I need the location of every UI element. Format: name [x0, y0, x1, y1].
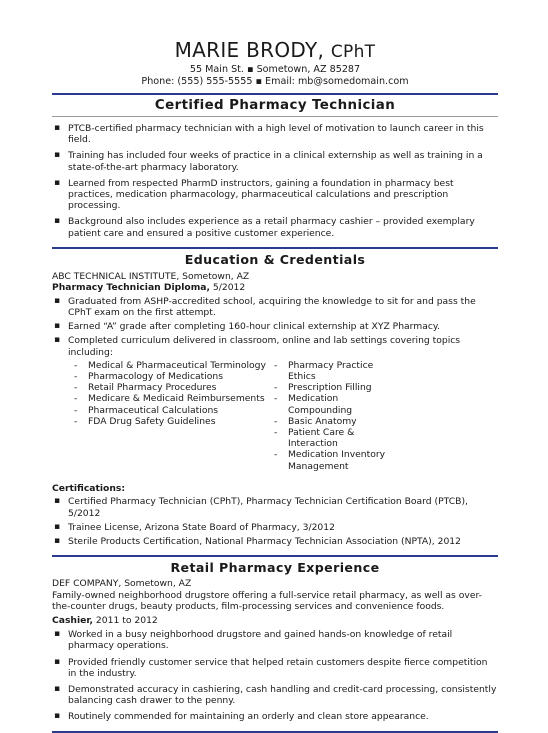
divider: [52, 731, 498, 733]
candidate-name: [52, 38, 498, 64]
role-line: [52, 615, 498, 627]
phone-email: Phone: (555) 555-5555 ▪ Email: mb@somedomain.com: [141, 76, 409, 87]
school-line: ABC TECHNICAL INSTITUTE, Sometown, AZ: [52, 270, 250, 282]
list-item: ▪ Routinely commended for maintaining an orderly and clean store appearance.: [52, 711, 498, 722]
certifications-heading: Certifications:: [52, 482, 126, 494]
topic-item: - Patient Care & Interaction: [274, 427, 394, 449]
list-item: ▪ Sterile Products Certification, National Pharmacy Technician Association (NPTA), 2012: [52, 536, 498, 547]
credential-text: CPhT: [330, 42, 376, 62]
topic-item: - Medication Compounding: [274, 393, 394, 415]
topic-item: - Medication Inventory Management: [274, 449, 394, 471]
topic-item: - FDA Drug Safety Guidelines: [74, 416, 274, 427]
divider: [52, 555, 498, 557]
list-item: ▪ Completed curriculum delivered in classroom, online and lab settings covering topics including:: [52, 335, 498, 357]
company-line: DEF COMPANY, Sometown, AZ: [52, 578, 192, 590]
role-title: Cashier,: [52, 614, 94, 626]
topic-item: - Pharmaceutical Calculations: [74, 405, 274, 416]
topic-item: - Retail Pharmacy Procedures: [74, 382, 274, 393]
topic-item: - Pharmacology of Medications: [74, 371, 274, 382]
topics-left: [74, 360, 274, 472]
certifications-list: [52, 496, 498, 547]
list-item: ▪ Demonstrated accuracy in cashiering, cash handling and credit-card processing, consistently balancing cash drawer to the penny.: [52, 684, 498, 706]
divider: [52, 116, 498, 117]
education-title: Education & Credentials: [184, 251, 366, 267]
diploma-name: Pharmacy Technician Diploma,: [52, 282, 210, 294]
divider: [52, 93, 498, 95]
summary-title: Certified Pharmacy Technician: [154, 98, 396, 113]
company-description: Family-owned neighborhood drugstore offering a full-service retail pharmacy, as well as over-the-counter drugs, beauty products, film-processing services and convenience foods.: [52, 589, 482, 613]
list-item: ▪ Provided friendly customer service that helped retain customers despite fierce competition in the industry.: [52, 657, 498, 679]
list-item: ▪ Graduated from ASHP-accredited school, acquiring the knowledge to sit for and pass the CPhT exam on the first attempt.: [52, 296, 498, 318]
topics-columns: [52, 360, 498, 472]
resume-page: [52, 38, 498, 733]
diploma-date: 5/2012: [209, 282, 246, 294]
diploma-line: [52, 282, 498, 294]
topics-right: [274, 360, 394, 472]
list-item: ▪ Learned from respected PharmD instructors, gaining a foundation in pharmacy best practices, medication pharmacology, pharmaceutical calculations and prescription processing.: [52, 178, 498, 212]
experience-title: Retail Pharmacy Experience: [170, 560, 380, 576]
topic-item: - Prescription Filling: [274, 382, 394, 393]
education-list: [52, 296, 498, 358]
topic-item: - Basic Anatomy: [274, 416, 394, 427]
summary-list: [52, 123, 498, 239]
role-dates: 2011 to 2012: [93, 614, 158, 626]
list-item: ▪ PTCB-certified pharmacy technician with a high level of motivation to launch career in this field.: [52, 123, 498, 145]
topic-item: - Pharmacy Practice Ethics: [274, 360, 394, 382]
address: 55 Main St. ▪ Sometown, AZ 85287: [189, 64, 361, 75]
list-item: ▪ Training has included four weeks of practice in a clinical externship as well as training in a state-of-the-art pharmacy laboratory.: [52, 150, 498, 172]
list-item: ▪ Background also includes experience as a retail pharmacy cashier – provided exemplary patient care and ensured a positive customer experience.: [52, 216, 498, 238]
list-item: ▪ Certified Pharmacy Technician (CPhT), Pharmacy Technician Certification Board (PTCB), 5/2012: [52, 496, 498, 518]
list-item: ▪ Worked in a busy neighborhood drugstore and gained hands-on knowledge of retail pharmacy operations.: [52, 629, 498, 651]
list-item: ▪ Trainee License, Arizona State Board of Pharmacy, 3/2012: [52, 522, 498, 533]
name-text: MARIE BRODY,: [174, 38, 325, 62]
topic-item: - Medical & Pharmaceutical Terminology: [74, 360, 274, 371]
topic-item: - Medicare & Medicaid Reimbursements: [74, 393, 274, 404]
divider: [52, 247, 498, 249]
list-item: ▪ Earned “A” grade after completing 160-hour clinical externship at XYZ Pharmacy.: [52, 321, 498, 332]
